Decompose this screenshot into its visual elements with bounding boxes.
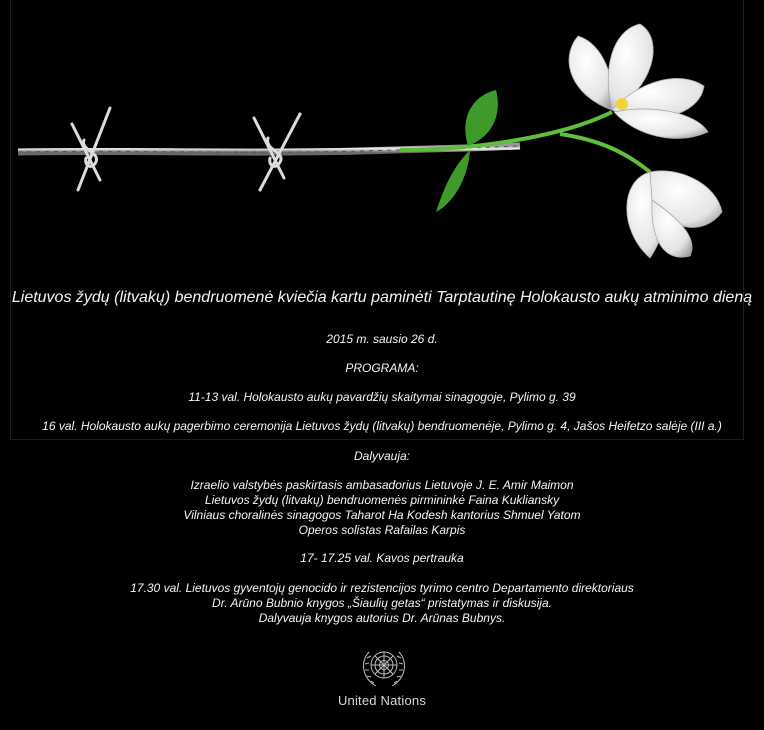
- coffee-break: 17- 17.25 val. Kavos pertrauka: [300, 551, 464, 565]
- program-item-1: 11-13 val. Holokausto aukų pavardžių skaitymai sinagogoje, Pylimo g. 39: [188, 390, 576, 404]
- participant-line: Vilniaus choralinės sinagogos Taharot Ha Kodesh kantorius Shmuel Yatom: [183, 508, 581, 522]
- closing-line: 17.30 val. Lietuvos gyventojų genocido ir rezistencijos tyrimo centro Departamento direktoriaus: [130, 581, 634, 595]
- barbed-wire-flower-icon: [0, 0, 764, 280]
- un-emblem-icon: [356, 644, 412, 690]
- event-headline: Lietuvos žydų (litvakų) bendruomenė kviečia kartu paminėti Tarptautinę Holokausto aukų atminimo dieną: [11, 289, 753, 306]
- event-date: 2015 m. sausio 26 d.: [326, 332, 438, 346]
- participant-line: Izraelio valstybės paskirtasis ambasadorius Lietuvoje J. E. Amir Maimon: [190, 478, 574, 492]
- participant-line: Lietuvos žydų (litvakų) bendruomenės pirmininkė Faina Kukliansky: [204, 493, 560, 507]
- participants-heading: Dalyvauja:: [353, 449, 411, 463]
- closing-line: Dalyvauja knygos autorius Dr. Arūnas Bubnys.: [258, 611, 506, 625]
- un-wordmark: United Nations: [337, 693, 427, 708]
- closing-line: Dr. Arūno Bubnio knygos „Šiaulių getas“ pristatymas ir diskusija.: [212, 596, 552, 610]
- program-heading: PROGRAMA:: [345, 361, 419, 375]
- program-item-2: 16 val. Holokausto aukų pagerbimo ceremonija Lietuvos žydų (litvakų) bendruomenėje, Pylimo g. 4, Jašos Heifetzo salėje (III a.): [42, 419, 722, 433]
- participant-line: Operos solistas Rafailas Karpis: [298, 523, 466, 537]
